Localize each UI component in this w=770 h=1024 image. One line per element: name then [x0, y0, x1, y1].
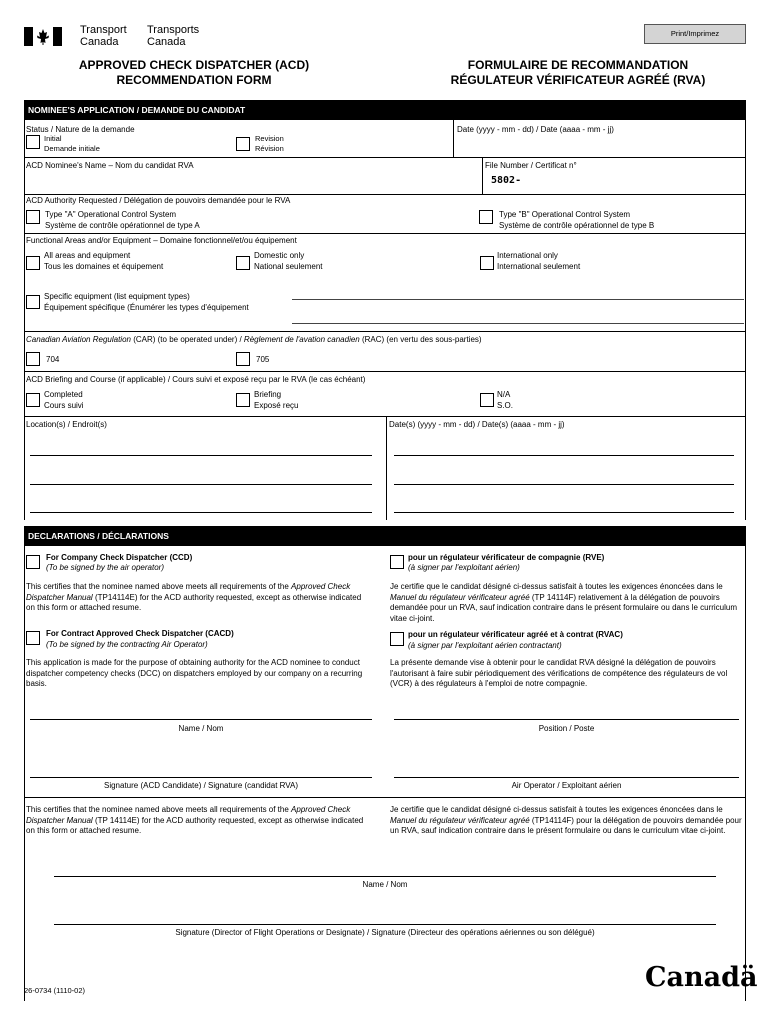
director-signature-line[interactable]	[54, 924, 716, 925]
title-fr-line2: RÉGULATEUR VÉRIFICATEUR AGRÉÉ (RVA)	[450, 73, 706, 87]
text-part: (TP14114F) pour la délégation de pouvoirs demandée pour un RVA, sauf indication contraire dans le présent formulaire ou dans le curriculum vitae ci-joint.	[390, 815, 742, 835]
date-field[interactable]	[457, 136, 742, 154]
form-number: 26-0734 (1110-02)	[24, 986, 86, 995]
location-line-2[interactable]	[30, 484, 372, 485]
completed-label-fr: Cours suivi	[44, 401, 84, 410]
director-name-line[interactable]	[54, 876, 716, 877]
briefing-checkbox[interactable]	[236, 393, 250, 407]
dates-line-1[interactable]	[394, 455, 734, 456]
location-line-3[interactable]	[30, 512, 372, 513]
all-areas-checkbox[interactable]	[26, 256, 40, 270]
domestic-checkbox[interactable]	[236, 256, 250, 270]
cacd-subtitle: (To be signed by the contracting Air Operator)	[46, 640, 208, 649]
declarations-section-header: DECLARATIONS / DÉCLARATIONS	[24, 526, 746, 546]
text-part: This certifies that the nominee named above meets all requirements of the	[26, 582, 289, 591]
ccd-subtitle: (To be signed by the air operator)	[46, 563, 164, 572]
briefing-label-fr: Exposé reçu	[254, 401, 299, 410]
type-b-checkbox[interactable]	[479, 210, 493, 224]
car-label	[26, 335, 482, 345]
type-b-label-fr: Système de contrôle opérationnel de type B	[499, 221, 655, 230]
text-part: Manuel du régulateur vérificateur agréé	[390, 815, 530, 825]
file-number-label: File Number / Certificat n°	[485, 161, 577, 170]
text-part: Manuel du régulateur vérificateur agréé	[390, 592, 530, 602]
na-label-fr: S.O.	[497, 401, 514, 410]
divider	[24, 157, 746, 158]
cacd-checkbox[interactable]	[26, 631, 40, 645]
international-label-fr: International seulement	[497, 262, 581, 271]
position-line[interactable]	[394, 719, 739, 720]
certify-en-paragraph	[26, 582, 370, 614]
specific-equipment-line-2[interactable]	[292, 323, 744, 324]
car-label-part: Règlement de l'avation canadien	[243, 335, 360, 344]
location-label: Location(s) / Endroit(s)	[26, 420, 107, 429]
nominee-section-header: NOMINEE'S APPLICATION / DEMANDE DU CANDIDAT	[24, 100, 746, 120]
dates-line-3[interactable]	[394, 512, 734, 513]
logo-text-fr-2: Canada	[147, 36, 186, 48]
title-en-line2: RECOMMENDATION FORM	[116, 73, 272, 87]
right-border	[745, 120, 746, 520]
print-button-label: Print/Imprimez	[670, 29, 720, 38]
text-part: (TP 14114F) relativement à la délégation de pouvoirs demandée pour un RVA, sauf indication contraire dans le présent formulaire ou dans le curriculum vitae ci-joint.	[390, 592, 738, 623]
logo-text-en-1: Transport	[80, 24, 127, 36]
car-704-checkbox[interactable]	[26, 352, 40, 366]
domestic-label-en: Domestic only	[254, 251, 305, 260]
all-areas-label-fr: Tous les domaines et équipement	[44, 262, 164, 271]
briefing-label-en: Briefing	[254, 390, 282, 399]
divider	[24, 416, 746, 417]
initial-label-en: Initial	[44, 134, 62, 143]
authority-label: ACD Authority Requested / Délégation de pouvoirs demandée pour le RVA	[26, 196, 291, 205]
divider	[386, 416, 387, 520]
nominee-name-field[interactable]	[26, 172, 446, 190]
certify2-fr-paragraph	[390, 805, 742, 837]
domestic-label-fr: National seulement	[254, 262, 323, 271]
specific-equipment-line-1[interactable]	[292, 299, 744, 300]
initial-checkbox[interactable]	[26, 135, 40, 149]
text-part: Approved Check Dispatcher Manual	[26, 582, 351, 602]
revision-label-fr: Révision	[255, 144, 284, 153]
cacd-title: For Contract Approved Check Dispatcher (CACD)	[46, 629, 234, 638]
left-border	[24, 546, 25, 1001]
car-705-checkbox[interactable]	[236, 352, 250, 366]
rve-checkbox[interactable]	[390, 555, 404, 569]
initial-label-fr: Demande initiale	[44, 144, 100, 153]
specific-label-en: Specific equipment (list equipment types)	[44, 292, 190, 301]
flag-icon	[24, 27, 62, 46]
text-part: (TP 14114E) for the ACD authority requested, except as otherwise indicated on this form or attached resume.	[26, 815, 364, 835]
specific-equipment-checkbox[interactable]	[26, 295, 40, 309]
divider	[453, 120, 454, 157]
position-label: Position / Poste	[538, 724, 595, 733]
international-checkbox[interactable]	[480, 256, 494, 270]
rve-subtitle: (à signer par l'exploitant aérien)	[408, 563, 520, 572]
divider	[482, 157, 483, 194]
briefing-label: ACD Briefing and Course (if applicable) / Cours suivi et exposé reçu par le RVA (le cas échéant)	[26, 375, 366, 384]
name-line[interactable]	[30, 719, 372, 720]
certify-fr-paragraph	[390, 582, 742, 624]
rve-title: pour un régulateur vérificateur de compagnie (RVE)	[408, 553, 605, 562]
completed-checkbox[interactable]	[26, 393, 40, 407]
title-en-line1: APPROVED CHECK DISPATCHER (ACD)	[78, 58, 310, 72]
text-part: Approved Check Dispatcher Manual	[26, 805, 351, 825]
rvac-subtitle: (à signer par l'exploitant aérien contractant)	[408, 641, 562, 650]
status-label: Status / Nature de la demande	[26, 125, 135, 134]
certify2-en-paragraph	[26, 805, 370, 837]
divider	[24, 331, 746, 332]
logo-text-fr-1: Transports	[147, 24, 200, 36]
file-number-field[interactable]: 5802-	[491, 175, 522, 186]
car-705-label: 705	[256, 355, 270, 364]
car-704-label: 704	[46, 355, 60, 364]
ccd-checkbox[interactable]	[26, 555, 40, 569]
text-part: This certifies that the nominee named above meets all requirements of the	[26, 805, 289, 814]
title-fr-line1: FORMULAIRE DE RECOMMANDATION	[467, 58, 689, 72]
revision-checkbox[interactable]	[236, 137, 250, 151]
text-part: (TP14114E) for the ACD authority requested, except as otherwise indicated on this form or attached resume.	[26, 592, 362, 612]
revision-label-en: Revision	[255, 134, 284, 143]
divider	[24, 194, 746, 195]
divider	[24, 233, 746, 234]
dates-label: Date(s) (yyyy - mm - dd) / Date(s) (aaaa - mm - jj)	[389, 420, 565, 429]
canada-flag-logo	[24, 27, 62, 46]
car-label-part: (CAR) (to be operated under) /	[130, 335, 244, 344]
nominee-name-label: ACD Nominee's Name – Nom du candidat RVA	[26, 161, 194, 170]
car-label-part: (RAC) (en vertu des sous-parties)	[359, 335, 482, 344]
divider	[24, 371, 746, 372]
dates-line-2[interactable]	[394, 484, 734, 485]
location-line-1[interactable]	[30, 455, 372, 456]
divider	[24, 797, 746, 798]
na-checkbox[interactable]	[480, 393, 494, 407]
specific-label-fr: Équipement spécifique (Énumérer les types d'équipement	[44, 303, 249, 312]
na-label-en: N/A	[497, 390, 511, 399]
right-border	[745, 546, 746, 1001]
ccd-title: For Company Check Dispatcher (CCD)	[46, 553, 193, 562]
print-button[interactable]	[644, 24, 746, 44]
text-part: Je certifie que le candidat désigné ci-dessus satisfait à toutes les exigences énoncées dans le	[390, 582, 723, 591]
functional-label: Functional Areas and/or Equipment – Domaine fonctionnel/et/ou équipement	[26, 236, 297, 245]
type-a-label-fr: Système de contrôle opérationnel de type A	[45, 221, 200, 230]
date-label: Date (yyyy - mm - dd) / Date (aaaa - mm - jj)	[457, 125, 614, 134]
all-areas-label-en: All areas and equipment	[44, 251, 131, 260]
type-b-label-en: Type "B" Operational Control System	[499, 210, 631, 219]
type-a-label-en: Type "A" Operational Control System	[45, 210, 177, 219]
canada-wordmark: Canadä	[645, 962, 758, 993]
international-label-en: International only	[497, 251, 558, 260]
left-border	[24, 120, 25, 520]
text-part: Je certifie que le candidat désigné ci-dessus satisfait à toutes les exigences énoncées dans le	[390, 805, 723, 814]
director-name-label: Name / Nom	[362, 880, 408, 889]
name-label: Name / Nom	[178, 724, 224, 733]
car-label-part: Canadian Aviation Regulation	[26, 335, 131, 344]
rvac-title: pour un régulateur vérificateur agréé et à contrat (RVAC)	[408, 630, 623, 639]
completed-label-en: Completed	[44, 390, 83, 399]
logo-text-en-2: Canada	[80, 36, 119, 48]
director-signature-label: Signature (Director of Flight Operations or Designate) / Signature (Directeur des opérations aériennes ou son délégué)	[175, 928, 595, 937]
candidate-signature-label: Signature (ACD Candidate) / Signature (candidat RVA)	[103, 781, 299, 790]
rvac-checkbox[interactable]	[390, 632, 404, 646]
application-fr-paragraph: La présente demande vise à obtenir pour le candidat RVA désigné la délégation de pouvoirs l'autorisant à faire subir périodiquement des vérifications de compétence des régulateurs de vol (VCR) à des régulateurs à l'emploi de notre compagnie.	[390, 658, 728, 688]
air-operator-line[interactable]	[394, 777, 739, 778]
type-a-checkbox[interactable]	[26, 210, 40, 224]
air-operator-label: Air Operator / Exploitant aérien	[511, 781, 622, 790]
candidate-signature-line[interactable]	[30, 777, 372, 778]
application-en-paragraph: This application is made for the purpose of obtaining authority for the ACD nominee to conduct dispatcher competency checks (DCC) on dispatchers employed by our company on a recurring basis.	[26, 658, 363, 688]
